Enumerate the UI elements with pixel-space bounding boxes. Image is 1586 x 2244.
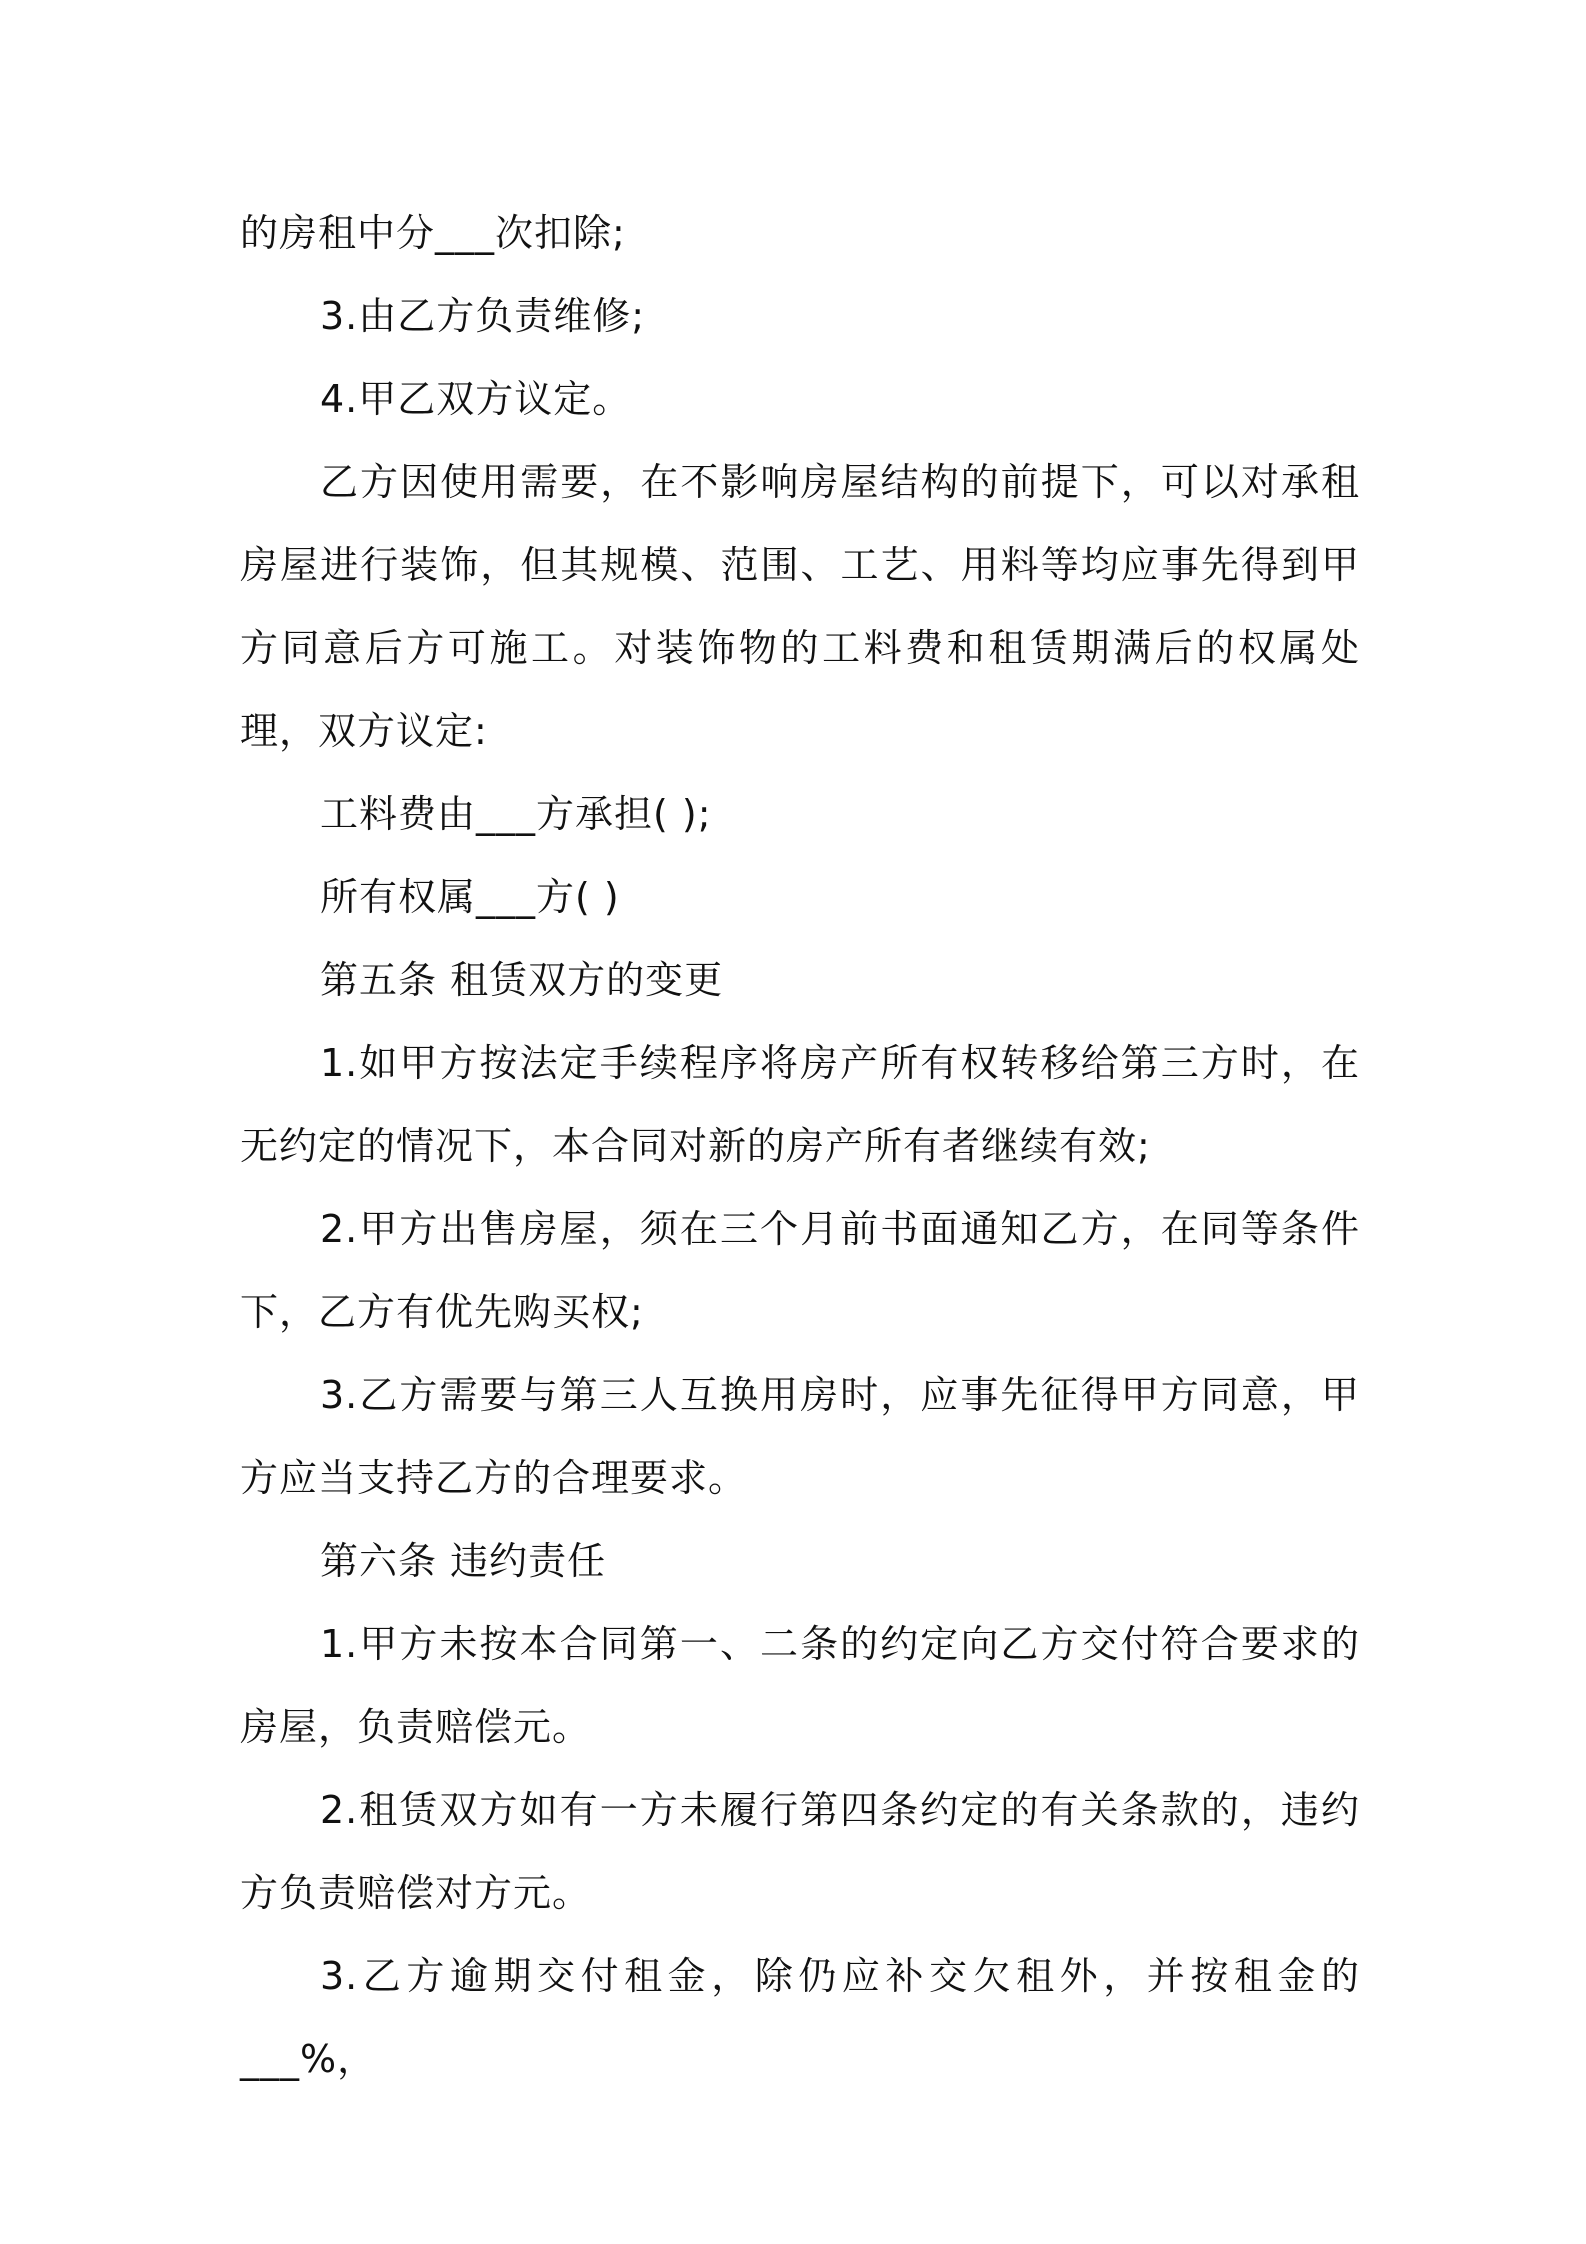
paragraph-rent-deduction: 的房租中分___次扣除; <box>240 211 626 255</box>
paragraph-ownership: 所有权属___方( ) <box>320 875 620 919</box>
paragraph-material-cost: 工料费由___方承担( ); <box>320 792 712 836</box>
article-5-heading: 第五条 租赁双方的变更 <box>320 958 724 1002</box>
paragraph-repair-by-b: 3.由乙方负责维修; <box>320 294 646 338</box>
paragraph-mutual-agreement: 4.甲乙双方议定。 <box>320 377 632 421</box>
paragraph-article5-item1: 1.如甲方按法定手续程序将房产所有权转移给第三方时，在无约定的情况下，本合同对新的房产所有者继续有效; <box>240 1041 1360 1168</box>
paragraph-decoration-terms: 乙方因使用需要，在不影响房屋结构的前提下，可以对承租房屋进行装饰，但其规模、范围、工艺、用料等均应事先得到甲方同意后方可施工。对装饰物的工料费和租赁期满后的权属处理，双方议定: <box>240 460 1360 753</box>
paragraph-article5-item3: 3.乙方需要与第三人互换用房时，应事先征得甲方同意，甲方应当支持乙方的合理要求。 <box>240 1373 1360 1500</box>
paragraph-article6-item1: 1.甲方未按本合同第一、二条的约定向乙方交付符合要求的房屋，负责赔偿元。 <box>240 1622 1360 1749</box>
paragraph-article6-item2: 2.租赁双方如有一方未履行第四条约定的有关条款的，违约方负责赔偿对方元。 <box>240 1788 1360 1915</box>
article-6-heading: 第六条 违约责任 <box>320 1539 607 1583</box>
contract-text <box>240 192 1360 2101</box>
paragraph-article5-item2: 2.甲方出售房屋，须在三个月前书面通知乙方，在同等条件下，乙方有优先购买权; <box>240 1207 1360 1334</box>
paragraph-article6-item3: 3.乙方逾期交付租金，除仍应补交欠租外，并按租金的___%， <box>240 1954 1360 2081</box>
